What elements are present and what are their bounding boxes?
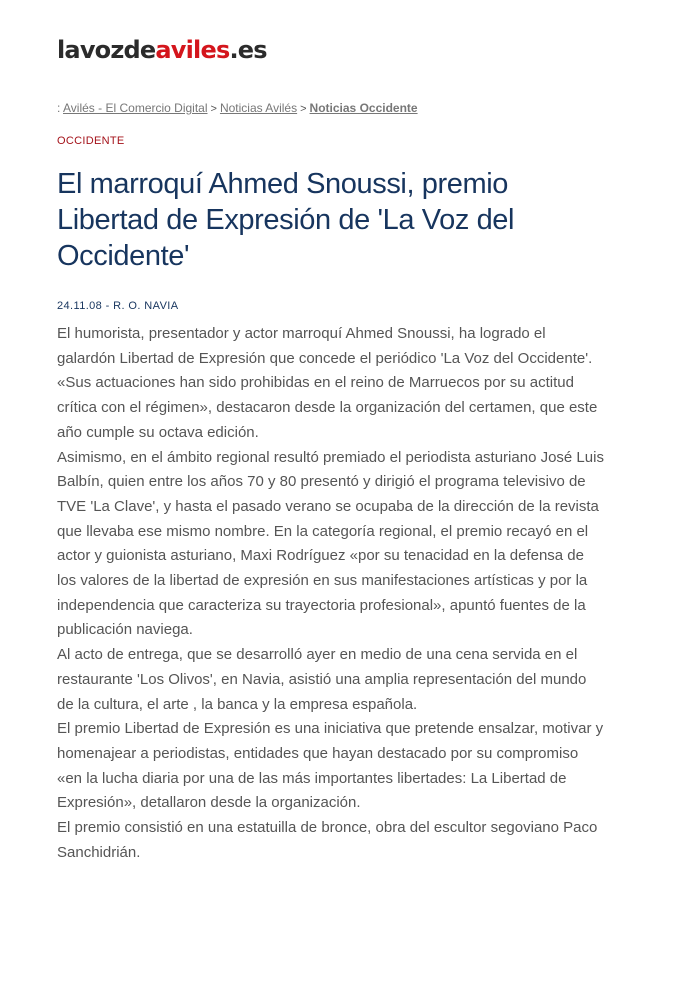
article-paragraph: El premio Libertad de Expresión es una iniciativa que pretende ensalzar, motivar y homenajear a periodistas, entidades que hayan destacado por su compromiso «en la lucha diaria por una de las más importantes libertades: La Libertad de Expresión», detallaron desde la organización. [57, 720, 604, 812]
article-paragraph: El humorista, presentador y actor marroquí Ahmed Snoussi, ha logrado el galardón Libertad de Expresión que concede el periódico 'La Voz del Occidente'. «Sus actuaciones han sido prohibidas en el reino de Marruecos por su actitud crítica con el régimen», destacaron desde la organización del certamen, que este año cumple su octava edición. [57, 325, 598, 441]
logo-text-part1: lavozde [57, 36, 156, 64]
section-label: OCCIDENTE [57, 135, 125, 147]
breadcrumb-separator: > [210, 103, 217, 115]
article-paragraph: Asimismo, en el ámbito regional resultó premiado el periodista asturiano José Luis Balbín, quien entre los años 70 y 80 presentó y dirigió el programa televisivo de TVE 'La Clave', y hasta el pasado verano se ocupaba de la dirección de la revista que llevaba ese mismo nombre. En la categoría regional, el premio recayó en el actor y guionista asturiano, Maxi Rodríguez «por su tenacidad en la defensa de los valores de la libertad de expresión en sus manifestaciones artísticas y por la independencia que caracteriza su trayectoria profesional», apuntó fuentes de la publicación naviega. [57, 448, 604, 639]
article-body [57, 322, 605, 865]
breadcrumb-link-occidente[interactable]: Noticias Occidente [309, 101, 418, 115]
breadcrumb-separator: > [300, 103, 307, 115]
article-paragraph: Al acto de entrega, que se desarrolló ayer en medio de una cena servida en el restaurante 'Los Olivos', en Navia, asistió una amplia representación del mundo de la cultura, el arte , la banca y la empresa española. [57, 646, 587, 713]
breadcrumb-link-aviles[interactable]: Noticias Avilés [219, 101, 298, 115]
logo-text-part2: aviles [155, 36, 230, 64]
logo-text-part3: .es [229, 36, 267, 64]
site-logo[interactable] [57, 34, 267, 66]
article-headline: El marroquí Ahmed Snoussi, premio Libertad de Expresión de 'La Voz del Occidente' [57, 168, 515, 272]
breadcrumb-link-home[interactable]: Avilés - El Comercio Digital [63, 101, 208, 115]
breadcrumb [57, 100, 418, 117]
article-byline: 24.11.08 - R. O. NAVIA [57, 300, 179, 312]
article-paragraph: El premio consistió en una estatuilla de bronce, obra del escultor segoviano Paco Sanchidrián. [57, 819, 598, 861]
breadcrumb-prefix: : [57, 101, 61, 115]
